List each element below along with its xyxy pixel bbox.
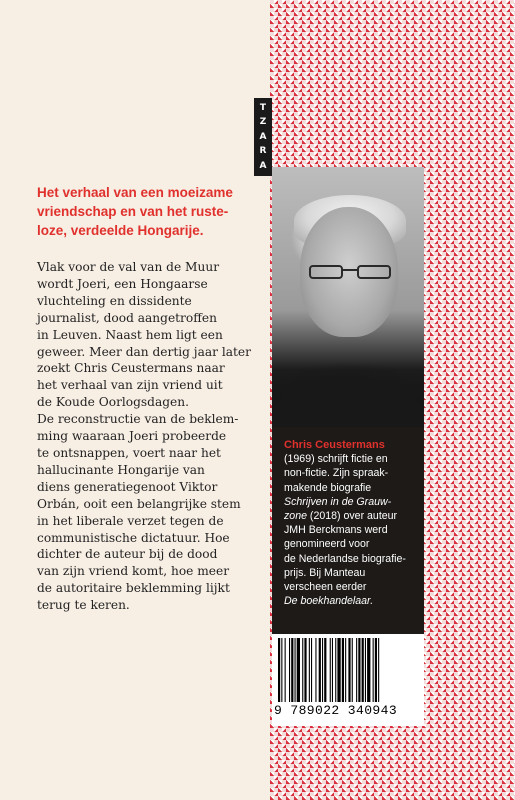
bio-line-rest: (2018) over auteur (306, 510, 398, 523)
barcode-bar (378, 638, 379, 702)
blurb-line: wordt Joeri, een Hongaarse (37, 276, 208, 291)
barcode-bar (302, 638, 303, 702)
blurb-line: Vlak voor de val van de Muur (37, 260, 220, 274)
bio-line: non-fictie. Zijn spraak- (284, 467, 389, 480)
barcode-bar (278, 638, 280, 702)
barcode-bar (289, 638, 290, 702)
blurb-line: vluchteling en dissidente (37, 293, 192, 308)
barcode-bar (358, 638, 360, 702)
barcode-bar (281, 638, 282, 702)
barcode-bar (330, 638, 331, 702)
barcode-bar (304, 638, 306, 702)
barcode-bar (285, 638, 286, 702)
author-bio (284, 438, 420, 608)
book-title-cont: zone (284, 510, 307, 523)
barcode (272, 634, 424, 726)
barcode-bar (315, 638, 316, 702)
tagline (37, 183, 267, 240)
blurb-line: diens generatiegenoot Viktor (37, 479, 218, 494)
bio-line: de Nederlandse biografie- (284, 552, 406, 565)
barcode-bar (297, 638, 300, 702)
barcode-bar (373, 638, 374, 702)
barcode-bar (335, 638, 336, 702)
barcode-bar (342, 638, 344, 702)
book-title: Schrijven in de Grauw- (284, 495, 392, 508)
barcode-bar (337, 638, 340, 702)
publisher-logo (254, 98, 272, 176)
blurb-line: terug te keren. (37, 598, 130, 613)
blurb-line: journalist, dood aangetroffen (37, 310, 217, 325)
author-photo (272, 167, 424, 427)
book-title: De boekhandelaar. (284, 595, 374, 608)
blurb-line: zoekt Chris Ceustermans naar (37, 361, 225, 376)
barcode-bar (295, 638, 296, 702)
barcode-bar (367, 638, 370, 702)
blurb-line: in Leuven. Naast hem ligt een (37, 327, 223, 342)
blurb-line: te ontsnappen, voert naar het (37, 445, 221, 460)
tagline-line: vriendschap en van het ruste- (37, 204, 229, 219)
barcode-bar (319, 638, 321, 702)
barcode-bar (322, 638, 323, 702)
barcode-icon (278, 638, 418, 702)
tagline-line: Het verhaal van een moeizame (37, 185, 233, 200)
publisher-letter: R (259, 146, 267, 156)
blurb-line: de autoritaire beklemming lijkt (37, 581, 230, 596)
tagline-line: loze, verdeelde Hongarije. (37, 223, 204, 238)
blurb-line: van zijn vriend komt, hoe meer (37, 564, 230, 579)
bio-line (284, 509, 420, 523)
blurb-line: dichter de auteur bij de dood (37, 547, 218, 562)
blurb-line: ming waaraan Joeri probeerde (37, 429, 227, 444)
barcode-bar (324, 638, 326, 702)
blurb-line: Orbán, ooit een belangrijke stem (37, 496, 241, 511)
barcode-bar (348, 638, 350, 702)
barcode-bar (291, 638, 293, 702)
blurb-line: communistische dictatuur. Hoe (37, 530, 230, 545)
bio-line: verscheen eerder (284, 581, 367, 594)
publisher-letter: T (259, 102, 267, 113)
barcode-bar (356, 638, 357, 702)
glasses-icon (308, 264, 392, 280)
publisher-letter: A (259, 160, 267, 171)
barcode-bar (332, 638, 333, 702)
blurb-line: geweer. Meer dan dertig jaar later (37, 344, 251, 359)
blurb-line: hallucinante Hongarije van (37, 462, 205, 477)
barcode-bar (345, 638, 346, 702)
author-bio-box (272, 427, 424, 634)
barcode-bar (365, 638, 366, 702)
blurb-line: het verhaal van zijn vriend uit (37, 378, 223, 393)
bio-line: prijs. Bij Manteau (284, 566, 366, 579)
barcode-bar (352, 638, 353, 702)
barcode-bar (375, 638, 377, 702)
bio-line: genomineerd voor (284, 538, 370, 551)
blurb-text (37, 259, 262, 614)
publisher-letter: Z (259, 117, 267, 127)
blurb-line: de Koude Oorlogsdagen. (37, 395, 189, 410)
barcode-bar (311, 638, 312, 702)
photo-shoulders (272, 352, 424, 427)
blurb-line: in het liberale verzet tegen de (37, 513, 224, 528)
blurb-line: De reconstructie van de beklem- (37, 412, 239, 427)
bio-line: JMH Berckmans werd (284, 524, 388, 537)
bio-line: (1969) schrijft fictie en (284, 453, 388, 466)
publisher-letter: A (259, 131, 267, 142)
isbn-number: 9 789022 340943 (274, 703, 398, 718)
barcode-bar (309, 638, 310, 702)
author-name: Chris Ceustermans (284, 439, 385, 451)
barcode-bar (362, 638, 364, 702)
bio-line: makende biografie (284, 481, 372, 494)
